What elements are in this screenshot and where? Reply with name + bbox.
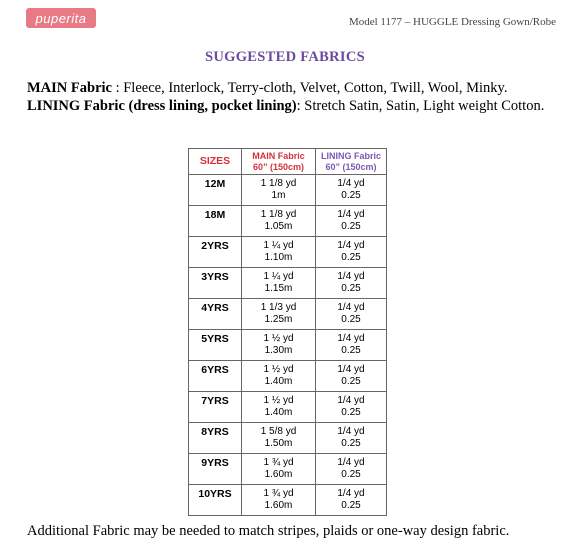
lining-meters: 0.25 bbox=[341, 376, 361, 387]
main-meters: 1.50m bbox=[264, 438, 293, 449]
lining-fabric-cell bbox=[316, 423, 387, 454]
lining-fabric-cell bbox=[316, 330, 387, 361]
header-main-fabric bbox=[242, 149, 316, 175]
lining-yardage: 1/4 yd bbox=[337, 395, 365, 406]
lining-fabric-cell bbox=[316, 268, 387, 299]
lining-fabric-line bbox=[27, 98, 544, 115]
size-cell bbox=[189, 330, 242, 361]
header-sizes: SIZES bbox=[189, 149, 242, 175]
main-fabric-cell bbox=[242, 175, 316, 206]
main-meters: 1.15m bbox=[264, 283, 293, 294]
main-yardage: 1 1/8 yd bbox=[260, 178, 297, 189]
lining-meters: 0.25 bbox=[341, 500, 361, 511]
table-header-row bbox=[189, 149, 387, 175]
main-fabric-cell bbox=[242, 299, 316, 330]
size-cell bbox=[189, 454, 242, 485]
footer-note: Additional Fabric may be needed to match stripes, plaids or one-way design fabric. bbox=[27, 523, 510, 539]
main-yardage: 1 1/3 yd bbox=[260, 302, 297, 313]
main-yardage: 1 ¾ yd bbox=[263, 457, 294, 468]
size-label: 9YRS bbox=[201, 457, 229, 469]
main-fabric-cell bbox=[242, 361, 316, 392]
lining-fabric-cell bbox=[316, 299, 387, 330]
table-row bbox=[189, 454, 387, 485]
page-title: SUGGESTED FABRICS bbox=[205, 49, 365, 65]
size-cell bbox=[189, 206, 242, 237]
main-meters: 1.30m bbox=[264, 345, 293, 356]
lining-yardage: 1/4 yd bbox=[337, 209, 365, 220]
main-meters: 1m bbox=[271, 190, 286, 201]
table-row bbox=[189, 175, 387, 206]
lining-meters: 0.25 bbox=[341, 345, 361, 356]
main-fabric-cell bbox=[242, 206, 316, 237]
size-label: 5YRS bbox=[201, 333, 229, 345]
main-fabric-cell bbox=[242, 454, 316, 485]
main-fabric-label: MAIN Fabric bbox=[27, 80, 112, 96]
lining-meters: 0.25 bbox=[341, 469, 361, 480]
main-fabric-cell bbox=[242, 423, 316, 454]
size-cell bbox=[189, 237, 242, 268]
main-fabric-cell bbox=[242, 330, 316, 361]
size-cell bbox=[189, 268, 242, 299]
size-cell bbox=[189, 361, 242, 392]
main-meters: 1.10m bbox=[264, 252, 293, 263]
main-meters: 1.05m bbox=[264, 221, 293, 232]
header-lining-line1: LINING Fabric bbox=[320, 150, 381, 161]
size-label: 7YRS bbox=[201, 395, 229, 407]
lining-fabric-label: LINING Fabric (dress lining, pocket lining) bbox=[27, 98, 297, 114]
main-meters: 1.40m bbox=[264, 376, 293, 387]
main-yardage: 1 ½ yd bbox=[263, 333, 294, 344]
lining-fabric-cell bbox=[316, 237, 387, 268]
header-main-line1: MAIN Fabric bbox=[252, 150, 305, 161]
size-label: 18M bbox=[204, 209, 226, 221]
main-yardage: 1 5/8 yd bbox=[260, 426, 297, 437]
main-fabric-cell bbox=[242, 237, 316, 268]
main-yardage: 1 ½ yd bbox=[263, 364, 294, 375]
table-row bbox=[189, 392, 387, 423]
lining-meters: 0.25 bbox=[341, 252, 361, 263]
lining-yardage: 1/4 yd bbox=[337, 364, 365, 375]
lining-fabric-cell bbox=[316, 454, 387, 485]
lining-meters: 0.25 bbox=[341, 221, 361, 232]
lining-meters: 0.25 bbox=[341, 314, 361, 325]
size-label: 2YRS bbox=[201, 240, 229, 252]
brand-logo: puperita bbox=[26, 8, 96, 28]
table-row bbox=[189, 299, 387, 330]
main-yardage: 1 ¼ yd bbox=[263, 240, 294, 251]
fabric-requirements-table bbox=[188, 148, 387, 516]
header-main-line2: 60” (150cm) bbox=[252, 161, 305, 172]
size-label: 10YRS bbox=[198, 488, 232, 500]
lining-yardage: 1/4 yd bbox=[337, 302, 365, 313]
main-yardage: 1 ¼ yd bbox=[263, 271, 294, 282]
main-fabric-line bbox=[27, 80, 507, 97]
lining-fabric-cell bbox=[316, 175, 387, 206]
lining-fabric-cell bbox=[316, 206, 387, 237]
table-row bbox=[189, 485, 387, 516]
main-meters: 1.40m bbox=[264, 407, 293, 418]
main-yardage: 1 ¾ yd bbox=[263, 488, 294, 499]
lining-fabric-cell bbox=[316, 361, 387, 392]
size-cell bbox=[189, 485, 242, 516]
lining-yardage: 1/4 yd bbox=[337, 488, 365, 499]
size-label: 12M bbox=[204, 178, 226, 190]
main-fabric-cell bbox=[242, 392, 316, 423]
lining-yardage: 1/4 yd bbox=[337, 333, 365, 344]
table-body bbox=[189, 175, 387, 516]
main-fabric-cell bbox=[242, 268, 316, 299]
size-label: 4YRS bbox=[201, 302, 229, 314]
lining-meters: 0.25 bbox=[341, 438, 361, 449]
main-yardage: 1 1/8 yd bbox=[260, 209, 297, 220]
lining-yardage: 1/4 yd bbox=[337, 178, 365, 189]
table-row bbox=[189, 361, 387, 392]
size-label: 3YRS bbox=[201, 271, 229, 283]
size-cell bbox=[189, 423, 242, 454]
model-label: Model 1177 – HUGGLE Dressing Gown/Robe bbox=[348, 16, 556, 28]
table-row bbox=[189, 237, 387, 268]
lining-meters: 0.25 bbox=[341, 283, 361, 294]
lining-fabric-cell bbox=[316, 392, 387, 423]
table-row bbox=[189, 268, 387, 299]
lining-fabric-text: : Stretch Satin, Satin, Light weight Cotton. bbox=[296, 98, 545, 114]
size-cell bbox=[189, 392, 242, 423]
main-meters: 1.60m bbox=[264, 500, 293, 511]
table-row bbox=[189, 423, 387, 454]
main-yardage: 1 ½ yd bbox=[263, 395, 294, 406]
main-fabric-cell bbox=[242, 485, 316, 516]
lining-yardage: 1/4 yd bbox=[337, 426, 365, 437]
size-label: 8YRS bbox=[201, 426, 229, 438]
lining-meters: 0.25 bbox=[341, 190, 361, 201]
size-cell bbox=[189, 299, 242, 330]
lining-meters: 0.25 bbox=[341, 407, 361, 418]
main-meters: 1.60m bbox=[264, 469, 293, 480]
size-cell bbox=[189, 175, 242, 206]
lining-fabric-cell bbox=[316, 485, 387, 516]
table-row bbox=[189, 330, 387, 361]
header-lining-fabric bbox=[316, 149, 387, 175]
main-meters: 1.25m bbox=[264, 314, 293, 325]
table-row bbox=[189, 206, 387, 237]
main-fabric-text: : Fleece, Interlock, Terry-cloth, Velvet, Cotton, Twill, Wool, Minky. bbox=[111, 80, 508, 96]
size-label: 6YRS bbox=[201, 364, 229, 376]
lining-yardage: 1/4 yd bbox=[337, 240, 365, 251]
header-lining-line2: 60” (150cm) bbox=[325, 161, 377, 172]
lining-yardage: 1/4 yd bbox=[337, 457, 365, 468]
lining-yardage: 1/4 yd bbox=[337, 271, 365, 282]
